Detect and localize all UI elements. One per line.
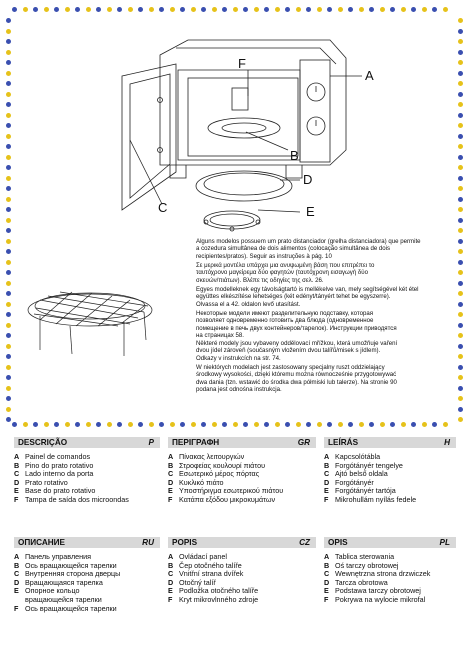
part-letter: E [324, 586, 329, 596]
instruction-line: Odkazy v instrukcích na str. 74. [196, 354, 281, 362]
instruction-line: dvou jídel zároveň (současným vložením dvou talířů/misek s jídlem). [196, 347, 381, 355]
section-описание [14, 537, 160, 613]
part-letter: B [14, 460, 20, 470]
callout-e: E [306, 204, 315, 219]
instruction-line: позволяет одновременно готовить два блюда (одновременное [196, 317, 374, 325]
part-name: Πίνακας λειτουργιών [179, 452, 245, 461]
part-letter: E [168, 486, 173, 496]
part-letter: F [14, 494, 19, 504]
part-name: Pokrywa na wylocie mikrofal [335, 594, 426, 604]
part-name: Mikrohullám nyílás fedele [335, 494, 417, 504]
part-letter: C [168, 569, 174, 579]
callout-a: A [365, 68, 374, 83]
section-leírás [324, 437, 456, 505]
callout-c: C [158, 200, 168, 215]
language-code: RU [142, 538, 154, 547]
control-panel [300, 60, 330, 162]
part-name: Kapcsolótábla [335, 452, 381, 461]
instruction-line: W niektórych modelach jest zastosowany specjalny ruszt oddzielający [196, 364, 385, 371]
part-letter: F [324, 594, 329, 604]
part-name: Ovládací panel [179, 552, 227, 561]
instruction-line: σκευών/πιάτων). Βλέπε τις οδηγίες της σελ. 26. [196, 276, 324, 284]
section-title: POPIS [172, 538, 198, 547]
part-letter: C [324, 569, 330, 579]
part-name: Prato rotativo [25, 477, 68, 487]
part-letter: F [14, 603, 19, 613]
section-περιγραφη [168, 437, 316, 505]
instruction-line: środkowy wysokości, dzięki któremu można równocześnie przygotowywać [196, 371, 397, 379]
instruction-line: a cozedura simultânea de dois alimentos (colocação simultânea de dois [196, 245, 391, 253]
part-letter: B [14, 560, 20, 570]
distance-rack [28, 292, 152, 356]
callout-b: B [290, 148, 299, 163]
callout-f: F [238, 56, 246, 71]
part-name: Панель управления [25, 552, 92, 561]
instruction-paragraph [196, 310, 448, 340]
part-letter: E [168, 586, 173, 596]
part-letter: E [14, 586, 19, 596]
section-popis [168, 537, 316, 605]
part-letter: F [168, 494, 173, 504]
instruction-line: podana jest odnośna instrukcja. [196, 386, 282, 394]
section-descrição [14, 437, 160, 505]
part-name: Στροφείας κουλουρί πιάτου [179, 460, 266, 470]
instruction-line: Σε μερικά μοντέλα υπάρχει μια ανυψωμένη βάση που επιτρέπει το [196, 262, 375, 269]
section-header [14, 437, 160, 448]
instruction-line: на страницах 58. [196, 332, 244, 340]
part-letter: D [14, 477, 20, 487]
instruction-paragraph [196, 238, 448, 260]
section-header [14, 537, 160, 548]
instruction-paragraph [196, 364, 448, 394]
part-name: Опорное кольцо [25, 586, 80, 596]
instruction-line: Egyes modelleknek egy távolságtartó is mellékelve van, mely segítségével két étel [196, 286, 419, 293]
part-item [14, 605, 160, 614]
section-header [324, 437, 456, 448]
part-name: Tarcza obrotowa [335, 577, 388, 587]
instruction-line: dwa dania (tzn. wstawić do środka dwa półmiski lub talerze). Na stronie 90 [196, 378, 397, 386]
part-name: Wewnętrzna strona drzwiczek [335, 569, 431, 579]
language-code: P [148, 438, 154, 447]
language-code: H [444, 438, 450, 447]
part-letter: A [14, 452, 20, 461]
part-letter: C [14, 569, 20, 579]
instruction-line: ταυτόχρονο μαγείρεμα δύο φαγητών (ταυτόχρονη εισαγωγή δύο [196, 269, 369, 277]
part-letter: B [324, 460, 330, 470]
part-name: Ось вращающейся тарелки [25, 560, 117, 570]
part-letter: F [324, 494, 329, 504]
section-header [168, 437, 316, 448]
part-letter: B [168, 560, 174, 570]
part-letter: C [168, 469, 174, 479]
part-letter: A [14, 552, 20, 561]
part-name: Ось вращающейся тарелки [25, 603, 117, 613]
part-item [168, 496, 316, 505]
instruction-paragraph [196, 286, 448, 308]
part-letter: B [168, 460, 174, 470]
part-name: Lado interno da porta [25, 469, 94, 479]
part-letter: C [14, 469, 20, 479]
part-letter: D [168, 477, 174, 487]
part-name: Εσωτερικό μέρος πόρτας [179, 469, 260, 479]
section-header [168, 537, 316, 548]
part-name: Vnitřní strana dvířek [179, 569, 244, 579]
part-name: Forgótányér [335, 477, 374, 487]
language-code: PL [439, 538, 450, 547]
part-name: вращающейся тарелки [25, 594, 102, 604]
waveguide-cover [232, 88, 248, 110]
part-letter: A [324, 452, 330, 461]
part-name: Pino do prato rotativo [25, 460, 94, 470]
part-name: Painel de comandos [25, 452, 91, 461]
part-name: Podstawa tarczy obrotowej [335, 586, 421, 596]
part-name: Вращающаяся тарелка [25, 577, 103, 587]
section-title: ΠΕΡΙΓΡΑΦΗ [172, 438, 220, 447]
part-letter: C [324, 469, 330, 479]
part-name: Kryt mikrovlnného zdroje [179, 594, 259, 604]
part-letter: E [324, 486, 329, 496]
instruction-line: помещение в печь двух контейнеров/тарелок). Инструкции приводятся [196, 324, 397, 332]
part-name: Κατάπα εξόδου μικροκυμάτων [179, 494, 276, 504]
part-name: Forgótányér tengelye [335, 460, 403, 470]
part-name: Внутренняя сторона дверцы [25, 569, 121, 579]
section-header [324, 537, 456, 548]
part-item [324, 496, 456, 505]
part-name: Tampa de saída dos microondas [25, 494, 129, 504]
language-code: GR [297, 438, 310, 447]
part-name: Base do prato rotativo [25, 486, 96, 496]
instruction-line: Некоторые модели имеют разделительную подставку, которая [196, 310, 374, 317]
section-title: LEÍRÁS [328, 438, 359, 447]
part-name: Podložka otočného talíře [179, 586, 259, 596]
part-letter: F [168, 594, 173, 604]
part-letter: D [14, 577, 20, 587]
instruction-line: Některé modely jsou vybaveny oddělovací mřížkou, která umožňuje vaření [196, 340, 398, 347]
part-name: Κυκλικό πιάτο [179, 477, 224, 487]
part-letter: E [14, 486, 19, 496]
part-name: Čep otočného talíře [179, 560, 242, 570]
section-title: ОПИСАНИЕ [18, 538, 66, 547]
part-name: Tablica sterowania [335, 552, 395, 561]
callout-d: D [303, 172, 313, 187]
part-letter: A [168, 452, 174, 461]
microwave-cavity [188, 78, 298, 156]
section-title: OPIS [328, 538, 348, 547]
part-name: Ajtó belső oldala [335, 469, 388, 479]
part-name: Otočný talíř [179, 577, 216, 587]
part-item [324, 596, 456, 605]
instruction-line: Alguns modelos possuem um prato distanciador (grelha distanciadora) que permite [196, 238, 421, 245]
part-item [168, 596, 316, 605]
part-item [14, 496, 160, 505]
instruction-line: együttes elkészítése lehetséges (két edényt/tányért tehet be egyszerre). [196, 293, 391, 301]
part-letter: D [168, 577, 174, 587]
turntable-plate [196, 171, 292, 201]
instruction-line: recipientes/pratos). Seguir as instruções à pág. 10 [196, 252, 332, 260]
part-letter: A [324, 552, 330, 561]
part-letter: D [324, 577, 330, 587]
part-name: Υποστήριγμα εσωτερικού πιάτου [179, 486, 284, 496]
part-letter: D [324, 477, 330, 487]
part-name: Oś tarczy obrotowej [335, 560, 399, 570]
section-title: DESCRIÇÃO [18, 438, 68, 447]
language-code: CZ [299, 538, 310, 547]
part-letter: B [324, 560, 330, 570]
part-name: Forgótányér tartója [335, 486, 396, 496]
instruction-line: Olvassa el a 42. oldalon levő utasítást. [196, 300, 301, 308]
instruction-paragraph [196, 262, 448, 284]
section-opis [324, 537, 456, 605]
part-letter: A [168, 552, 174, 561]
instruction-paragraph [196, 340, 448, 362]
